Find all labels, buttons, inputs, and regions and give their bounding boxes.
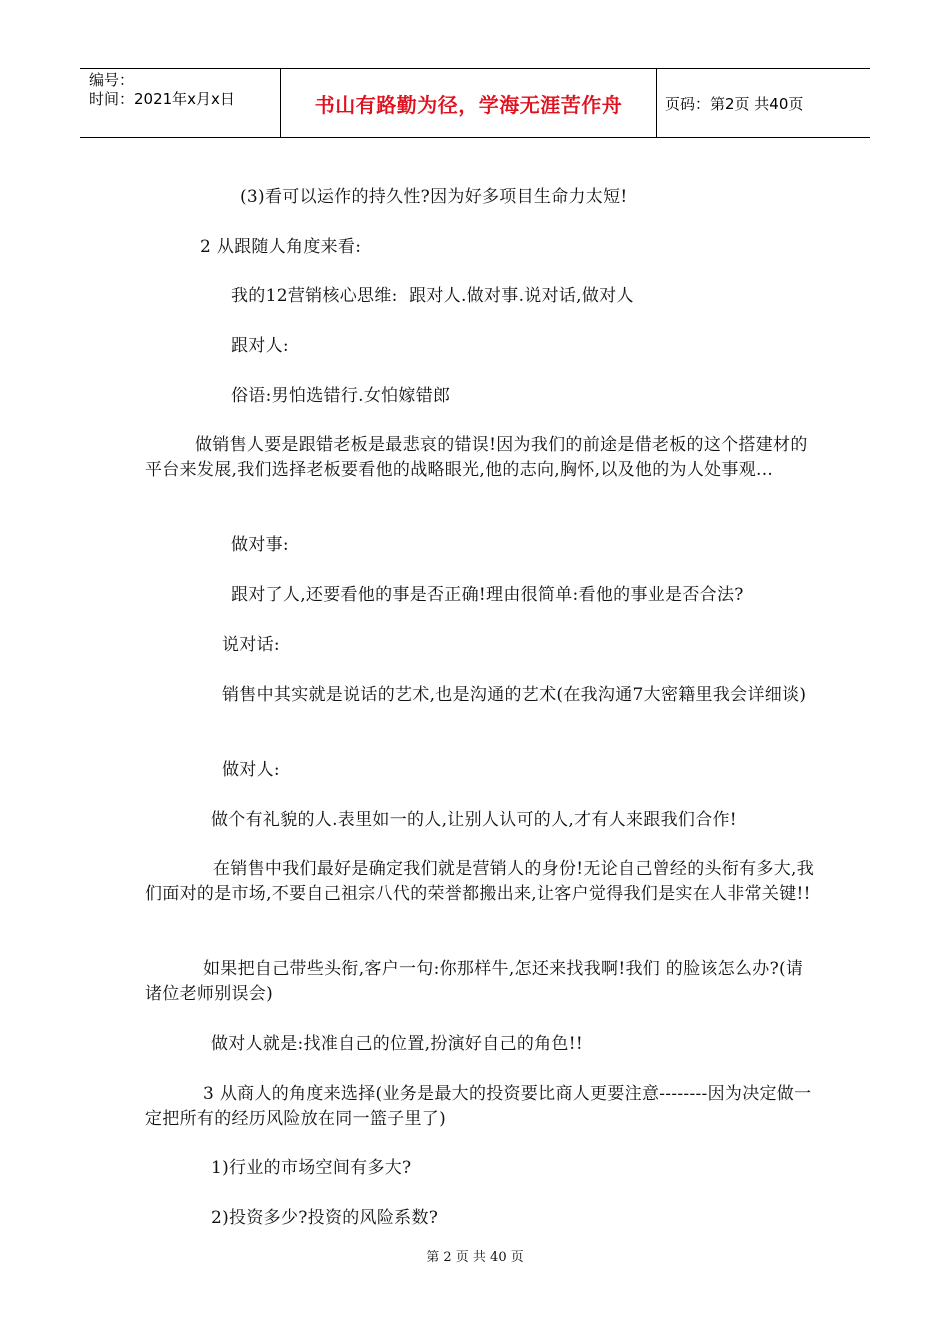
header-meta <box>80 69 281 137</box>
subheading: 跟对人: <box>231 336 289 356</box>
document-date: 时间：2021年x月x日 <box>89 90 235 108</box>
subheading: 做对人: <box>222 760 280 780</box>
paragraph: 做个有礼貌的人.表里如一的人,让别人认可的人,才有人来跟我们合作! <box>211 810 737 830</box>
section-heading: 2 从跟随人角度来看: <box>200 237 362 257</box>
subheading: 做对事: <box>231 535 289 555</box>
header-motto: 书山有路勤为径，学海无涯苦作舟 <box>281 69 657 137</box>
subheading: 说对话: <box>222 635 280 655</box>
paragraph: (3)看可以运作的持久性?因为好多项目生命力太短! <box>240 187 628 207</box>
page-header <box>80 68 870 138</box>
section-heading: 3 从商人的角度来选择(业务是最大的投资要比商人更要注意--------因为决定做一定把所有的经历风险放在同一篮子里了) <box>145 1084 812 1129</box>
list-item: 2)投资多少?投资的风险系数? <box>211 1208 439 1228</box>
paragraph: 我的12营销核心思维: 跟对人.做对事.说对话,做对人 <box>231 286 634 306</box>
paragraph: 销售中其实就是说话的艺术,也是沟通的艺术(在我沟通7大密籍里我会详细谈) <box>222 685 807 705</box>
page-footer: 第 2 页 共 40 页 <box>426 1250 524 1265</box>
paragraph: 如果把自己带些头衔,客户一句:你那样牛,怎还来找我啊!我们 的脸该怎么办?(请诸位老师别误会) <box>145 959 804 1004</box>
paragraph: 在销售中我们最好是确定我们就是营销人的身份!无论自己曾经的头衔有多大,我们面对的是市场,不要自己祖宗八代的荣誉都搬出来,让客户觉得我们是实在人非常关键!! <box>145 859 815 904</box>
paragraph: 做对人就是:找准自己的位置,扮演好自己的角色!! <box>211 1034 583 1054</box>
header-page-info: 页码：第2页 共40页 <box>665 94 804 113</box>
paragraph: 俗语:男怕选错行.女怕嫁错郎 <box>231 386 451 406</box>
paragraph: 跟对了人,还要看他的事是否正确!理由很简单:看他的事业是否合法? <box>231 585 744 605</box>
document-number: 编号： <box>89 71 135 89</box>
paragraph: 做销售人要是跟错老板是最悲哀的错误!因为我们的前途是借老板的这个搭建材的平台来发展,我们选择老板要看他的战略眼光,他的志向,胸怀,以及他的为人处事观... <box>145 435 808 480</box>
list-item: 1)行业的市场空间有多大? <box>211 1158 412 1178</box>
